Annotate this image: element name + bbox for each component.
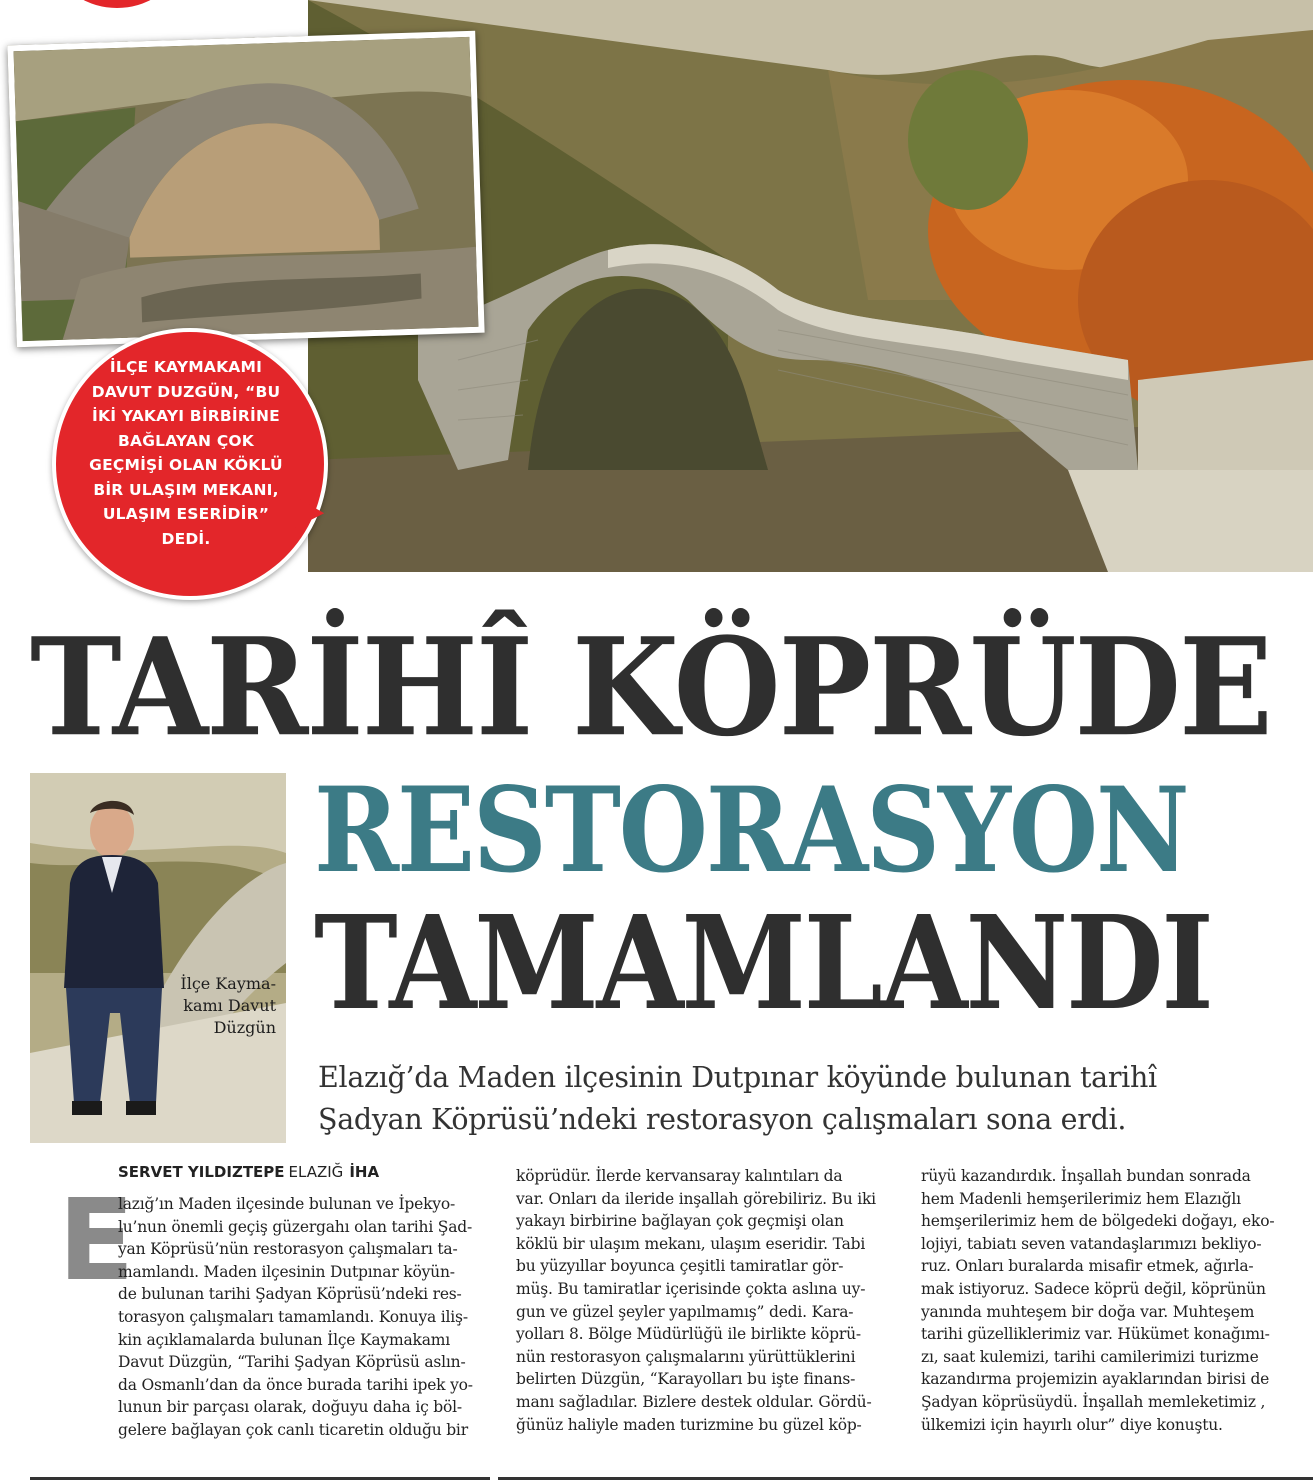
body-line: var. Onları da ileride inşallah görebiliriz. Bu iki [516, 1189, 876, 1208]
callout-line: DAVUT DUZGÜN, “BU [91, 382, 281, 401]
body-line: hemşerilerimiz hem de bölgedeki doğayı, eko- [921, 1212, 1275, 1231]
bottom-rule [30, 1477, 490, 1480]
body-line: ğünüz haliyle maden turizmine bu güzel köp- [516, 1415, 862, 1434]
body-column-1 [118, 1193, 488, 1442]
lead-paragraph [318, 1057, 1308, 1141]
body-line: kazandırma projemizin ayaklarından birisi de [921, 1370, 1270, 1389]
body-line: yolları 8. Bölge Müdürlüğü ile birlikte köprü- [516, 1325, 861, 1344]
body-line: yanında muhteşem bir doğa var. Muhteşem [921, 1302, 1255, 1321]
body-line: tarihi güzelliklerimiz var. Hükümet konağımı- [921, 1325, 1270, 1344]
body-line: ülkemizi için hayırlı olur” diye konuştu. [921, 1415, 1223, 1434]
byline [118, 1163, 379, 1181]
body-line: de bulunan tarihi Şadyan Köprüsü’ndeki res- [118, 1285, 462, 1304]
body-line: köklü bir ulaşım mekanı, ulaşım eseridir. Tabi [516, 1234, 866, 1253]
callout-line: DEDİ. [161, 529, 211, 548]
portrait-photo [30, 773, 286, 1143]
body-line: lazığ’ın Maden ilçesinde bulunan ve İpekyo- [118, 1195, 456, 1213]
byline-agency: İHA [349, 1163, 380, 1181]
body-line: müş. Bu tamiratlar içerisinde çokta aslına uy- [516, 1279, 866, 1298]
quote-callout-text [70, 355, 302, 551]
body-line: yakayı birbirine bağlayan çok geçmişi olan [516, 1212, 844, 1231]
body-line: gun ve güzel şeyler yapılmamış” dedi. Kara- [516, 1302, 854, 1321]
bottom-rule [498, 1477, 1313, 1480]
body-column-2 [516, 1165, 896, 1436]
portrait-caption: İlçe Kayma- kamı Davut Düzgün [180, 974, 276, 1037]
red-corner-graphic [62, 0, 172, 8]
old-bridge-photo [7, 31, 484, 348]
body-line: bu yüzyıllar boyunca çeşitli tamiratlar gör- [516, 1257, 844, 1276]
body-line: da Osmanlı’dan da önce burada tarihi ipek yo- [118, 1375, 473, 1394]
body-line: hem Madenli hemşerilerimiz hem Elazığlı [921, 1189, 1241, 1208]
headline-line-2: RESTORASYON [314, 762, 1188, 900]
body-line: yan Köprüsü’nün restorasyon çalışmaları ta- [118, 1240, 458, 1259]
body-line: Şadyan köprüsüydü. İnşallah memleketimiz , [921, 1392, 1266, 1411]
body-line: lu’nun önemli geçiş güzergahı olan tarihi Şad- [118, 1217, 473, 1236]
callout-line: ULAŞIM ESERİDİR” [102, 505, 270, 523]
body-line: lunun bir parçası olarak, doğuyu daha iç böl- [118, 1398, 462, 1417]
callout-line: BİR ULAŞIM MEKANI, [93, 480, 279, 499]
lead-line: Şadyan Köprüsü’ndeki restorasyon çalışmaları sona erdi. [318, 1103, 1127, 1136]
body-line: lojiyi, tabiatı seven vatandaşlarımızı bekliyo- [921, 1234, 1262, 1253]
drop-cap: E [58, 1176, 135, 1306]
body-line: Davut Düzgün, “Tarihi Şadyan Köprüsü aslın- [118, 1353, 466, 1372]
body-line: zı, saat kulemizi, tarihi camilerimizi turizme [921, 1347, 1259, 1366]
callout-line: İKİ YAKAYI BİRBİRİNE [92, 407, 280, 425]
callout-line: GEÇMİŞİ OLAN KÖKLÜ [89, 456, 283, 474]
lead-line: Elazığ’da Maden ilçesinin Dutpınar köyünde bulunan tarihî [318, 1061, 1157, 1094]
callout-line: İLÇE KAYMAKAMI [109, 358, 263, 376]
body-line: nün restorasyon çalışmalarını yürüttüklerini [516, 1347, 856, 1366]
body-line: köprüdür. İlerde kervansaray kalıntıları da [516, 1167, 843, 1185]
body-line: ruz. Onları buralarda misafir etmek, ağırla- [921, 1257, 1254, 1276]
body-line: mak istiyoruz. Sadece köprü değil, köprünün [921, 1279, 1266, 1298]
body-line: gelere bağlayan çok canlı ticaretin olduğu bir [118, 1420, 468, 1439]
body-line: mamlandı. Maden ilçesinin Dutpınar köyün- [118, 1262, 455, 1281]
body-line: rüyü kazandırdık. İnşallah bundan sonrada [921, 1167, 1251, 1185]
body-line: belirten Düzgün, “Karayolları bu işte finans- [516, 1370, 856, 1389]
headline-line-3: TAMAMLANDI [314, 887, 1212, 1039]
headline-line-1: TARİHÎ KÖPRÜDE [30, 608, 1271, 767]
body-line: manı sağladılar. Bizlere destek oldular. Gördü- [516, 1392, 872, 1411]
byline-author: SERVET YILDIZTEPE [118, 1163, 285, 1181]
body-line: torasyon çalışmaları tamamlandı. Konuya iliş- [118, 1307, 468, 1326]
body-line: kin açıklamalarda bulunan İlçe Kaymakamı [118, 1330, 451, 1349]
byline-location: ELAZIĞ [288, 1163, 344, 1181]
body-column-3 [921, 1165, 1311, 1436]
callout-line: BAĞLAYAN ÇOK [118, 431, 254, 450]
